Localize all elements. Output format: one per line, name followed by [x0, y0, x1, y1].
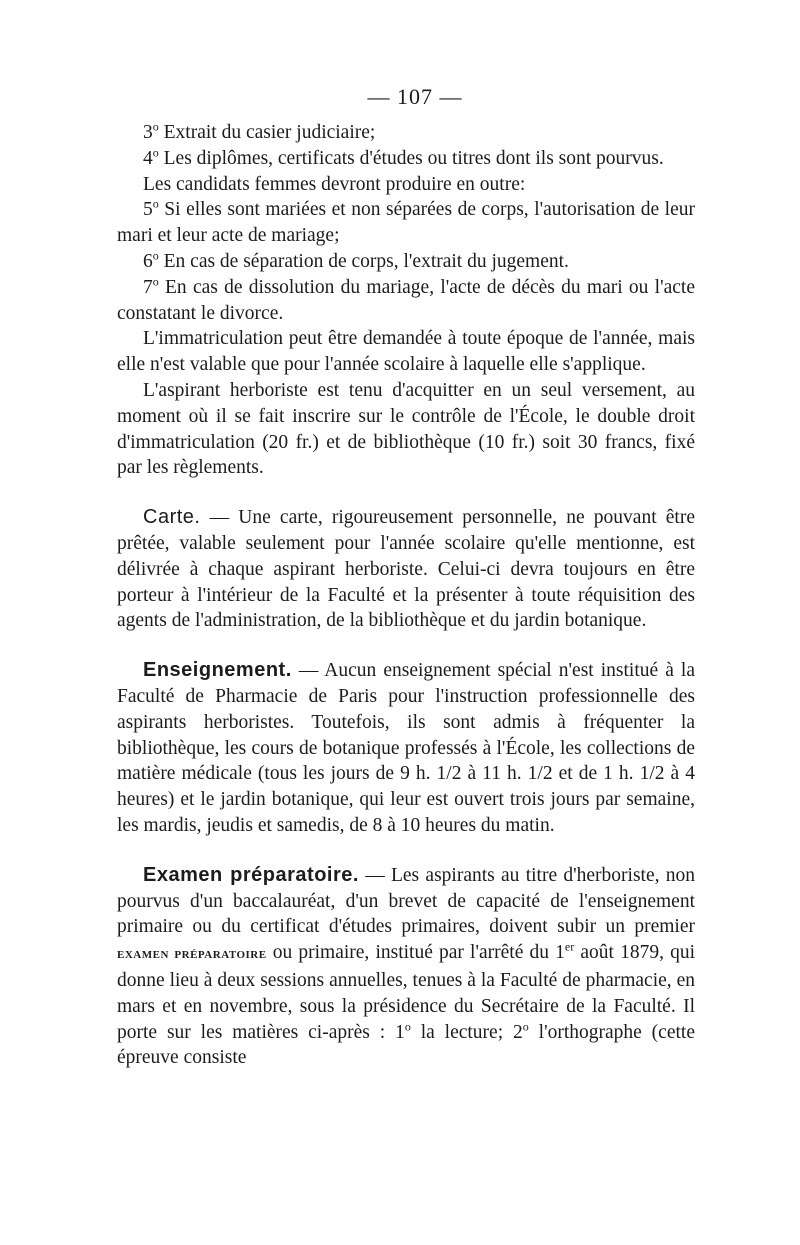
- examen-text: la lecture; 2: [410, 1021, 523, 1043]
- ordinal-marker: er: [564, 939, 575, 954]
- document-page: [117, 84, 695, 1071]
- item-number: 6: [143, 250, 153, 272]
- enseignement-text: — Aucun enseignement spécial n'est institué à la Faculté de Pharmacie de Paris pour l'instruction professionnelle des aspirants herboristes. Toutefois, ils sont admis à fréquenter la bibliothèque, les cours de botanique professés à l'École, les collections de matière médicale (tous les jours de 9 h. 1/2 à 11 h. 1/2 et de 1 h. 1/2 à 4 heures) et le jardin botanique, qui leur est ouvert trois jours par semaine, les mardis, jeudis et samedis, de 8 à 10 heures du matin.: [117, 660, 695, 836]
- ordinal-marker: o: [152, 248, 159, 263]
- section-gap: [117, 634, 695, 658]
- examen-text: août 1879, qui donne lieu à deux sessions annuelles, tenues à la Faculté de pharmacie, en mars et en novembre, sous la présidence du Secrétaire de la Faculté. Il porte sur les matières ci-après : 1: [117, 942, 696, 1043]
- ordinal-marker: o: [522, 1019, 529, 1033]
- examen-heading: Examen préparatoire.: [143, 863, 359, 886]
- item-text: En cas de dissolution du mariage, l'acte de décès du mari ou l'acte constatant le divorce.: [117, 276, 695, 324]
- section-gap: [117, 839, 695, 863]
- page-number: — 107 —: [367, 84, 463, 109]
- ordinal-marker: o: [152, 196, 159, 211]
- ordinal-marker: o: [152, 145, 159, 160]
- item-text: Si elles sont mariées et non séparées de corps, l'autorisation de leur mari et leur acte de mariage;: [117, 199, 695, 247]
- ordinal-marker: o: [152, 119, 159, 134]
- list-item-6: [117, 249, 695, 275]
- examen-text: ou primaire, institué par l'arrêté du 1: [266, 942, 565, 964]
- item-text: Extrait du casier judiciaire;: [158, 122, 376, 143]
- examen-text: — Les aspirants au titre d'herboriste, non pourvus d'un baccalauréat, d'un brevet de capacité de l'enseignement primaire ou du certificat d'études primaires, doivent subir un premier: [117, 864, 696, 938]
- carte-section: [117, 505, 695, 634]
- list-item-7: [117, 275, 695, 327]
- item-number: 3: [143, 122, 153, 143]
- section-gap: [117, 481, 695, 505]
- women-intro: Les candidats femmes devront produire en outre:: [143, 173, 526, 195]
- examen-section: [117, 863, 695, 1071]
- ordinal-marker: o: [404, 1019, 411, 1033]
- list-item-4: [117, 146, 695, 172]
- item-number: 7: [143, 276, 153, 298]
- item-number: 5: [143, 199, 153, 221]
- item-number: 4: [143, 147, 153, 169]
- examen-text: l'orthographe (cette épreuve consiste: [117, 1021, 695, 1069]
- list-item-5: [117, 197, 695, 249]
- immatriculation-paragraph: L'immatriculation peut être demandée à toute époque de l'année, mais elle n'est valable que pour l'année scolaire à laquelle elle s'applique.: [117, 328, 695, 376]
- item-text: Les diplômes, certificats d'études ou titres dont ils sont pourvus.: [158, 147, 664, 169]
- aspirant-fee-paragraph: L'aspirant herboriste est tenu d'acquitter en un seul versement, au moment où il se fait inscrire sur le contrôle de l'École, le double droit d'immatriculation (20 fr.) et de bibliothèque (10 fr.) soit 30 francs, fixé par les règlements.: [117, 379, 695, 479]
- enseignement-heading: Enseignement.: [143, 659, 292, 682]
- examen-smallcaps-term: examen préparatoire: [117, 946, 267, 963]
- ordinal-marker: o: [152, 274, 159, 289]
- list-item-3: [117, 120, 695, 146]
- enseignement-section: [117, 658, 695, 839]
- carte-heading: Carte.: [143, 506, 201, 529]
- item-text: En cas de séparation de corps, l'extrait du jugement.: [158, 250, 569, 272]
- carte-text: — Une carte, rigoureusement personnelle, ne pouvant être prêtée, valable seulement pour l'année scolaire qu'elle mentionne, est délivrée à chaque aspirant herboriste. Celui-ci devra toujours en être porteur à l'intérieur de la Faculté et la présenter à toute réquisition des agents de l'administration, de la bibliothèque et du jardin botanique.: [117, 507, 695, 632]
